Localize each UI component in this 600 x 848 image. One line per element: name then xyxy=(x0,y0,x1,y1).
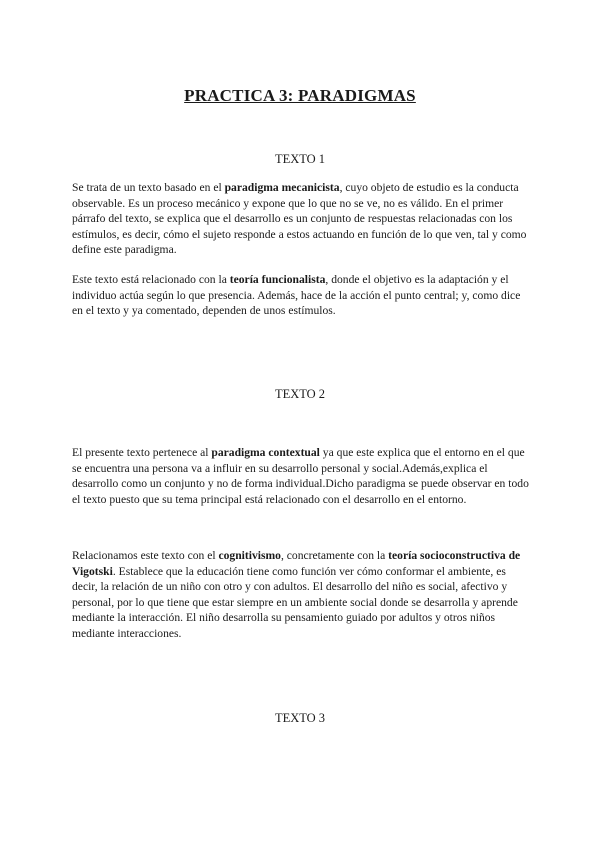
text-run: , donde el objetivo es la adaptación y el individuo actúa según lo que presencia. Además, hace de la acción el punto central; y, como dice en el texto y ya comentado, dependen de unos estímulos. xyxy=(72,273,521,318)
text-run: Este texto está relacionado con la xyxy=(72,273,230,286)
paragraph-texto-2-b xyxy=(72,548,534,642)
text-run: El presente texto pertenece al xyxy=(72,446,212,459)
page-title: PRACTICA 3: PARADIGMAS xyxy=(184,86,416,105)
bold-term-paradigma-contextual: paradigma contextual xyxy=(211,446,320,459)
text-run: , concretamente con la xyxy=(280,549,389,562)
text-run: Relacionamos este texto con el xyxy=(72,549,219,562)
bold-term-cognitivismo: cognitivismo xyxy=(218,549,281,562)
bold-term-teoria-socioconstructiva: teoría socioconstructiva de Vigotski xyxy=(72,549,521,578)
section-heading-texto-2: TEXTO 2 xyxy=(274,387,326,401)
text-run: . Establece que la educación tiene como función ver cómo conformar el ambiente, es decir, la relación de un niño con otro y con adultos. El desarrollo del niño es social, afectivo y personal, por lo que tiene que estar siempre en un ambiente social donde se desarrolla y aprende mediante la interacción. El niño desarrolla su pensamiento guiado por adultos y otros niños mediante interacciones. xyxy=(72,564,518,640)
paragraph-texto-1-a xyxy=(72,180,534,258)
bold-term-teoria-funcionalista: teoría funcionalista xyxy=(229,273,326,286)
bold-term-paradigma-mecanicista: paradigma mecanicista xyxy=(224,181,340,194)
text-run: Se trata de un texto basado en el xyxy=(72,181,225,194)
text-run: , cuyo objeto de estudio es la conducta observable. Es un proceso mecánico y expone que lo que no se ve, no es válido. En el primer párrafo del texto, se explica que el desarrollo es un conjunto de respuestas relacionadas con los estímulos, es decir, cómo el sujeto responde a estos actuando en función de lo que ven, tal y como define este paradigma. xyxy=(72,181,527,257)
section-heading-texto-3: TEXTO 3 xyxy=(274,711,326,725)
paragraph-texto-1-b xyxy=(72,272,534,319)
text-run: ya que este explica que el entorno en el que se encuentra una persona va a influir en su desarrollo personal y social.Además,explica el desarrollo como un conjunto y no de forma individual.Dicho paradigma se puede observar en todo el texto puesto que su tema principal está relacionado con el desarrollo en el entorno. xyxy=(72,446,529,506)
section-heading-texto-1: TEXTO 1 xyxy=(274,152,326,166)
paragraph-texto-2-a xyxy=(72,445,534,507)
